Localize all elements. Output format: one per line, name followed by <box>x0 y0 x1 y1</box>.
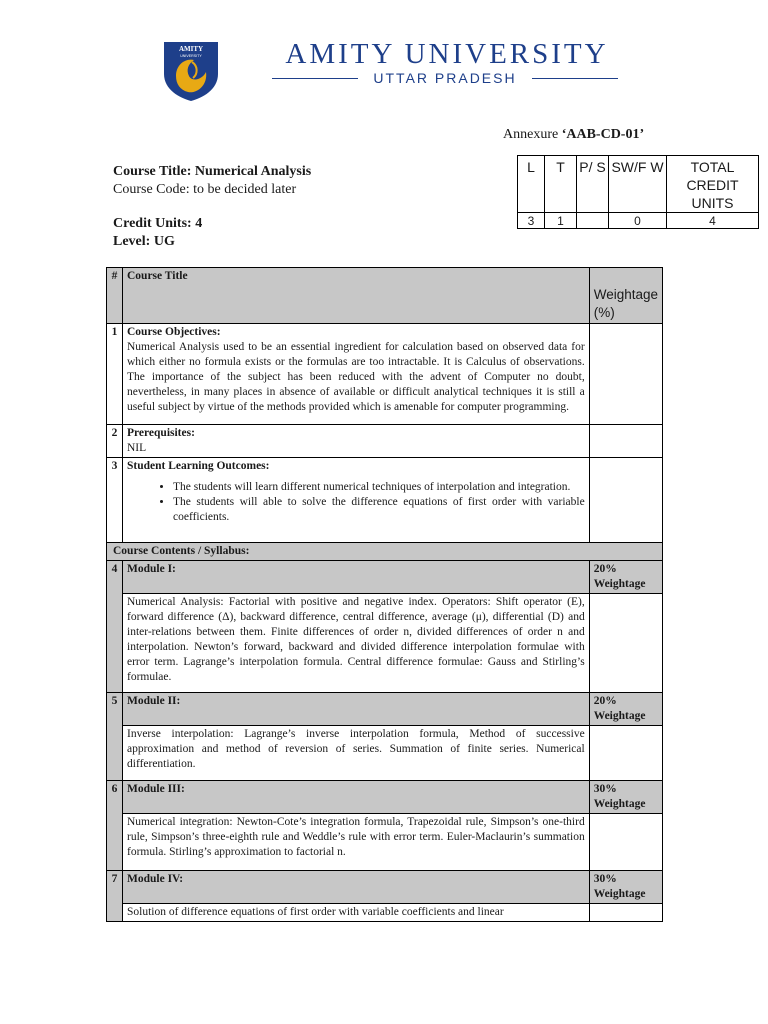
university-subtitle-group <box>272 70 618 88</box>
weight-cell <box>589 726 662 781</box>
weight-cell <box>589 425 662 458</box>
prerequisites-heading: Prerequisites: <box>127 427 195 439</box>
annexure-code: ‘AAB-CD-01’ <box>561 127 645 142</box>
credit-units-line <box>113 215 202 233</box>
credit-value-total: 4 <box>667 213 759 229</box>
module-content-row <box>107 594 663 693</box>
credit-value-ps <box>577 213 609 229</box>
module-weight-percent: 30% <box>593 783 617 795</box>
level-label: Level: <box>113 234 151 249</box>
module-weight-label: Weightage <box>593 798 646 810</box>
module-content-row <box>107 814 663 871</box>
module-weight <box>589 871 662 904</box>
row-number: 1 <box>107 324 123 425</box>
row-number: 2 <box>107 425 123 458</box>
prerequisites-row <box>107 425 663 458</box>
weight-cell <box>589 904 662 922</box>
module-name: Module II: <box>123 693 590 726</box>
weight-cell <box>589 458 662 543</box>
objectives-text: Numerical Analysis used to be an essential ingredient for calculation based on observed data for which either no formula exists or the formulas are too intractable. It is Calculus of observations. The importance of the subject has been reduced with the advent of Computer no doubt, nevertheless, in many places in absence of available or difficult analytical techniques it is still a useful subject by virtue of the methods provided which is amenable for computer programming. <box>127 341 585 413</box>
credit-value-t: 1 <box>545 213 577 229</box>
module-content: Solution of difference equations of first order with variable coefficients and linear <box>123 904 590 922</box>
credit-header-total: TOTAL CREDIT UNITS <box>667 156 759 213</box>
outcome-item: • The students will learn different numerical techniques of interpolation and integration. <box>173 480 585 495</box>
module-header-row <box>107 693 663 726</box>
credit-table-header-row <box>518 156 759 213</box>
course-title-value: Numerical Analysis <box>194 164 312 179</box>
objectives-heading: Course Objectives: <box>127 326 221 338</box>
course-title-label: Course Title: <box>113 164 192 179</box>
credit-units-value: 4 <box>195 216 203 231</box>
module-content-row <box>107 726 663 781</box>
credit-units-label: Credit Units: <box>113 216 192 231</box>
header-weightage: Weightage (%) <box>589 268 662 324</box>
outcomes-cell <box>123 458 590 543</box>
row-number: 4 <box>107 561 123 693</box>
outcomes-row <box>107 458 663 543</box>
university-name: AMITY UNIVERSITY <box>285 38 609 70</box>
syllabus-table <box>106 267 663 922</box>
credit-header-swfw: SW/F W <box>609 156 667 213</box>
module-content-row <box>107 904 663 922</box>
module-header-row <box>107 871 663 904</box>
module-weight-percent: 20% <box>593 695 617 707</box>
header-hash: # <box>107 268 123 324</box>
outcomes-list <box>127 480 585 525</box>
divider-right <box>532 78 618 79</box>
module-weight <box>589 693 662 726</box>
weight-cell <box>589 814 662 871</box>
module-name: Module IV: <box>123 871 590 904</box>
credit-value-swfw: 0 <box>609 213 667 229</box>
course-code-line: Course Code: to be decided later <box>113 182 297 197</box>
weight-cell <box>589 324 662 425</box>
credit-header-ps: P/ S <box>577 156 609 213</box>
svg-text:UNIVERSITY: UNIVERSITY <box>180 54 202 58</box>
svg-text:AMITY: AMITY <box>178 45 204 53</box>
amity-logo-shield-icon <box>162 40 220 102</box>
objectives-cell <box>123 324 590 425</box>
module-weight-label: Weightage <box>593 578 646 590</box>
row-number: 7 <box>107 871 123 922</box>
credit-header-t: T <box>545 156 577 213</box>
module-header-row <box>107 781 663 814</box>
module-weight <box>589 561 662 594</box>
credit-value-l: 3 <box>518 213 545 229</box>
university-subtitle: UTTAR PRADESH <box>373 70 517 86</box>
module-weight-percent: 20% <box>593 563 617 575</box>
credit-table-value-row <box>518 213 759 229</box>
module-content: Numerical Analysis: Factorial with positive and negative index. Operators: Shift operator (E), forward difference (Δ), backward difference, central difference, average (μ), differential (D) and inter-relations between them. Finite differences of order n, divided differences of order n and interpolation. Newton’s forward, backward and divided difference interpolation formulae with error term. Lagrange’s interpolation formula. Central difference formulae: Gauss and Stirling’s formulae. <box>123 594 590 693</box>
module-weight <box>589 781 662 814</box>
module-name: Module III: <box>123 781 590 814</box>
module-content: Numerical integration: Newton-Cote’s integration formula, Trapezoidal rule, Simpson’s one-third rule, Simpson’s three-eighth rule and Weddle’s rule with error term. Euler-Maclaurin’s summation formula. Stirling’s approximation to factorial n. <box>123 814 590 871</box>
contents-heading-row <box>107 543 663 561</box>
level-line <box>113 233 175 251</box>
level-value: UG <box>153 234 175 249</box>
outcomes-heading: Student Learning Outcomes: <box>127 460 270 472</box>
course-title-line <box>113 163 311 181</box>
module-content: Inverse interpolation: Lagrange’s inverse interpolation formula, Method of successive approximation and method of reversion of series. Summation of finite series. Numerical differentiation. <box>123 726 590 781</box>
module-header-row <box>107 561 663 594</box>
module-name: Module I: <box>123 561 590 594</box>
row-number: 3 <box>107 458 123 543</box>
credit-header-l: L <box>518 156 545 213</box>
module-weight-label: Weightage <box>593 710 646 722</box>
module-weight-percent: 30% <box>593 873 617 885</box>
annexure-line <box>503 127 644 143</box>
row-number: 5 <box>107 693 123 781</box>
module-weight-label: Weightage <box>593 888 646 900</box>
outcome-item: • The students will able to solve the difference equations of first order with variable coefficients. <box>173 495 585 525</box>
contents-heading: Course Contents / Syllabus: <box>107 543 663 561</box>
annexure-label: Annexure <box>503 127 559 142</box>
header-course-title: Course Title <box>123 268 590 324</box>
syllabus-header-row <box>107 268 663 324</box>
objectives-row <box>107 324 663 425</box>
prerequisites-cell <box>123 425 590 458</box>
credit-table <box>517 155 759 229</box>
prerequisites-text: NIL <box>127 442 147 454</box>
weight-cell <box>589 594 662 693</box>
row-number: 6 <box>107 781 123 871</box>
